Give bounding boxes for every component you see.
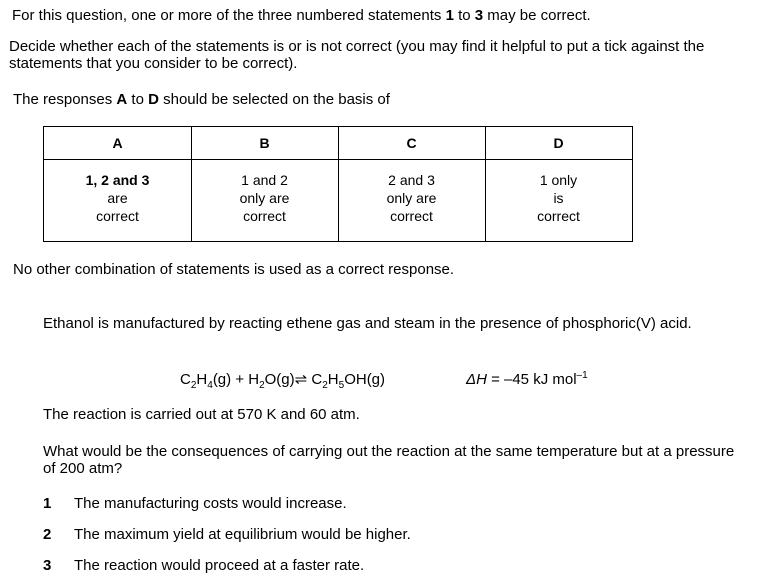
cell-line: 1, 2 and 3 [85,172,150,188]
statement-3 [43,557,364,574]
statement-1 [43,495,347,512]
question-prompt: What would be the consequences of carrying out the reaction at the same temperature but at a pressure of 200 atm? [43,443,735,477]
enthalpy-change: ΔH = –45 kJ mol$^{-1}$ [466,370,588,388]
column-body-a [44,171,191,225]
column-body-c [338,171,485,225]
reaction-equation: $C_2H_4(g)$ + $H_2O(g)\rightleftharpoons$ $C_2H_5OH(g)$ [180,371,386,391]
combination-note: No other combination of statements is used as a correct response. [13,261,455,278]
cell-line: correct [390,208,433,224]
cell-line: only are [386,190,437,206]
statement-2 [43,526,411,543]
statement-number: 3 [43,557,52,574]
equilibrium-arrow-icon: ⇌ [294,371,308,388]
cell-line: correct [537,208,580,224]
statement-number: 2 [43,526,52,543]
statement-text: The manufacturing costs would increase. [74,495,347,512]
column-head-c: C [406,135,417,151]
column-head-d: D [553,135,564,151]
cell-line: correct [96,208,139,224]
cell-line: only are [239,190,290,206]
cell-line: are [107,190,128,206]
column-head-b: B [259,135,270,151]
cell-line: correct [243,208,286,224]
cell-line: 1 and 2 [241,172,288,188]
statement-text: The reaction would proceed at a faster rate. [74,557,365,574]
instruction-line-3: The responses A to D should be selected on the basis of [13,91,390,108]
reaction-conditions: The reaction is carried out at 570 K and 60 atm. [43,406,360,423]
column-body-d [485,171,632,225]
column-body-b [191,171,338,225]
statement-number: 1 [43,495,52,512]
cell-line: is [553,190,564,206]
cell-line: 2 and 3 [388,172,435,188]
instruction-line-1: For this question, one or more of the three numbered statements 1 to 3 may be correct. [12,7,591,24]
response-key-table [43,126,633,242]
statement-text: The maximum yield at equilibrium would be higher. [74,526,411,543]
column-head-a: A [112,135,123,151]
instruction-line-2: Decide whether each of the statements is or is not correct (you may find it helpful to put a tick against the statements that you consider to be correct). [9,38,705,72]
question-stem: Ethanol is manufactured by reacting ethene gas and steam in the presence of phosphoric(V) acid. [43,315,692,332]
cell-line: 1 only [539,172,578,188]
